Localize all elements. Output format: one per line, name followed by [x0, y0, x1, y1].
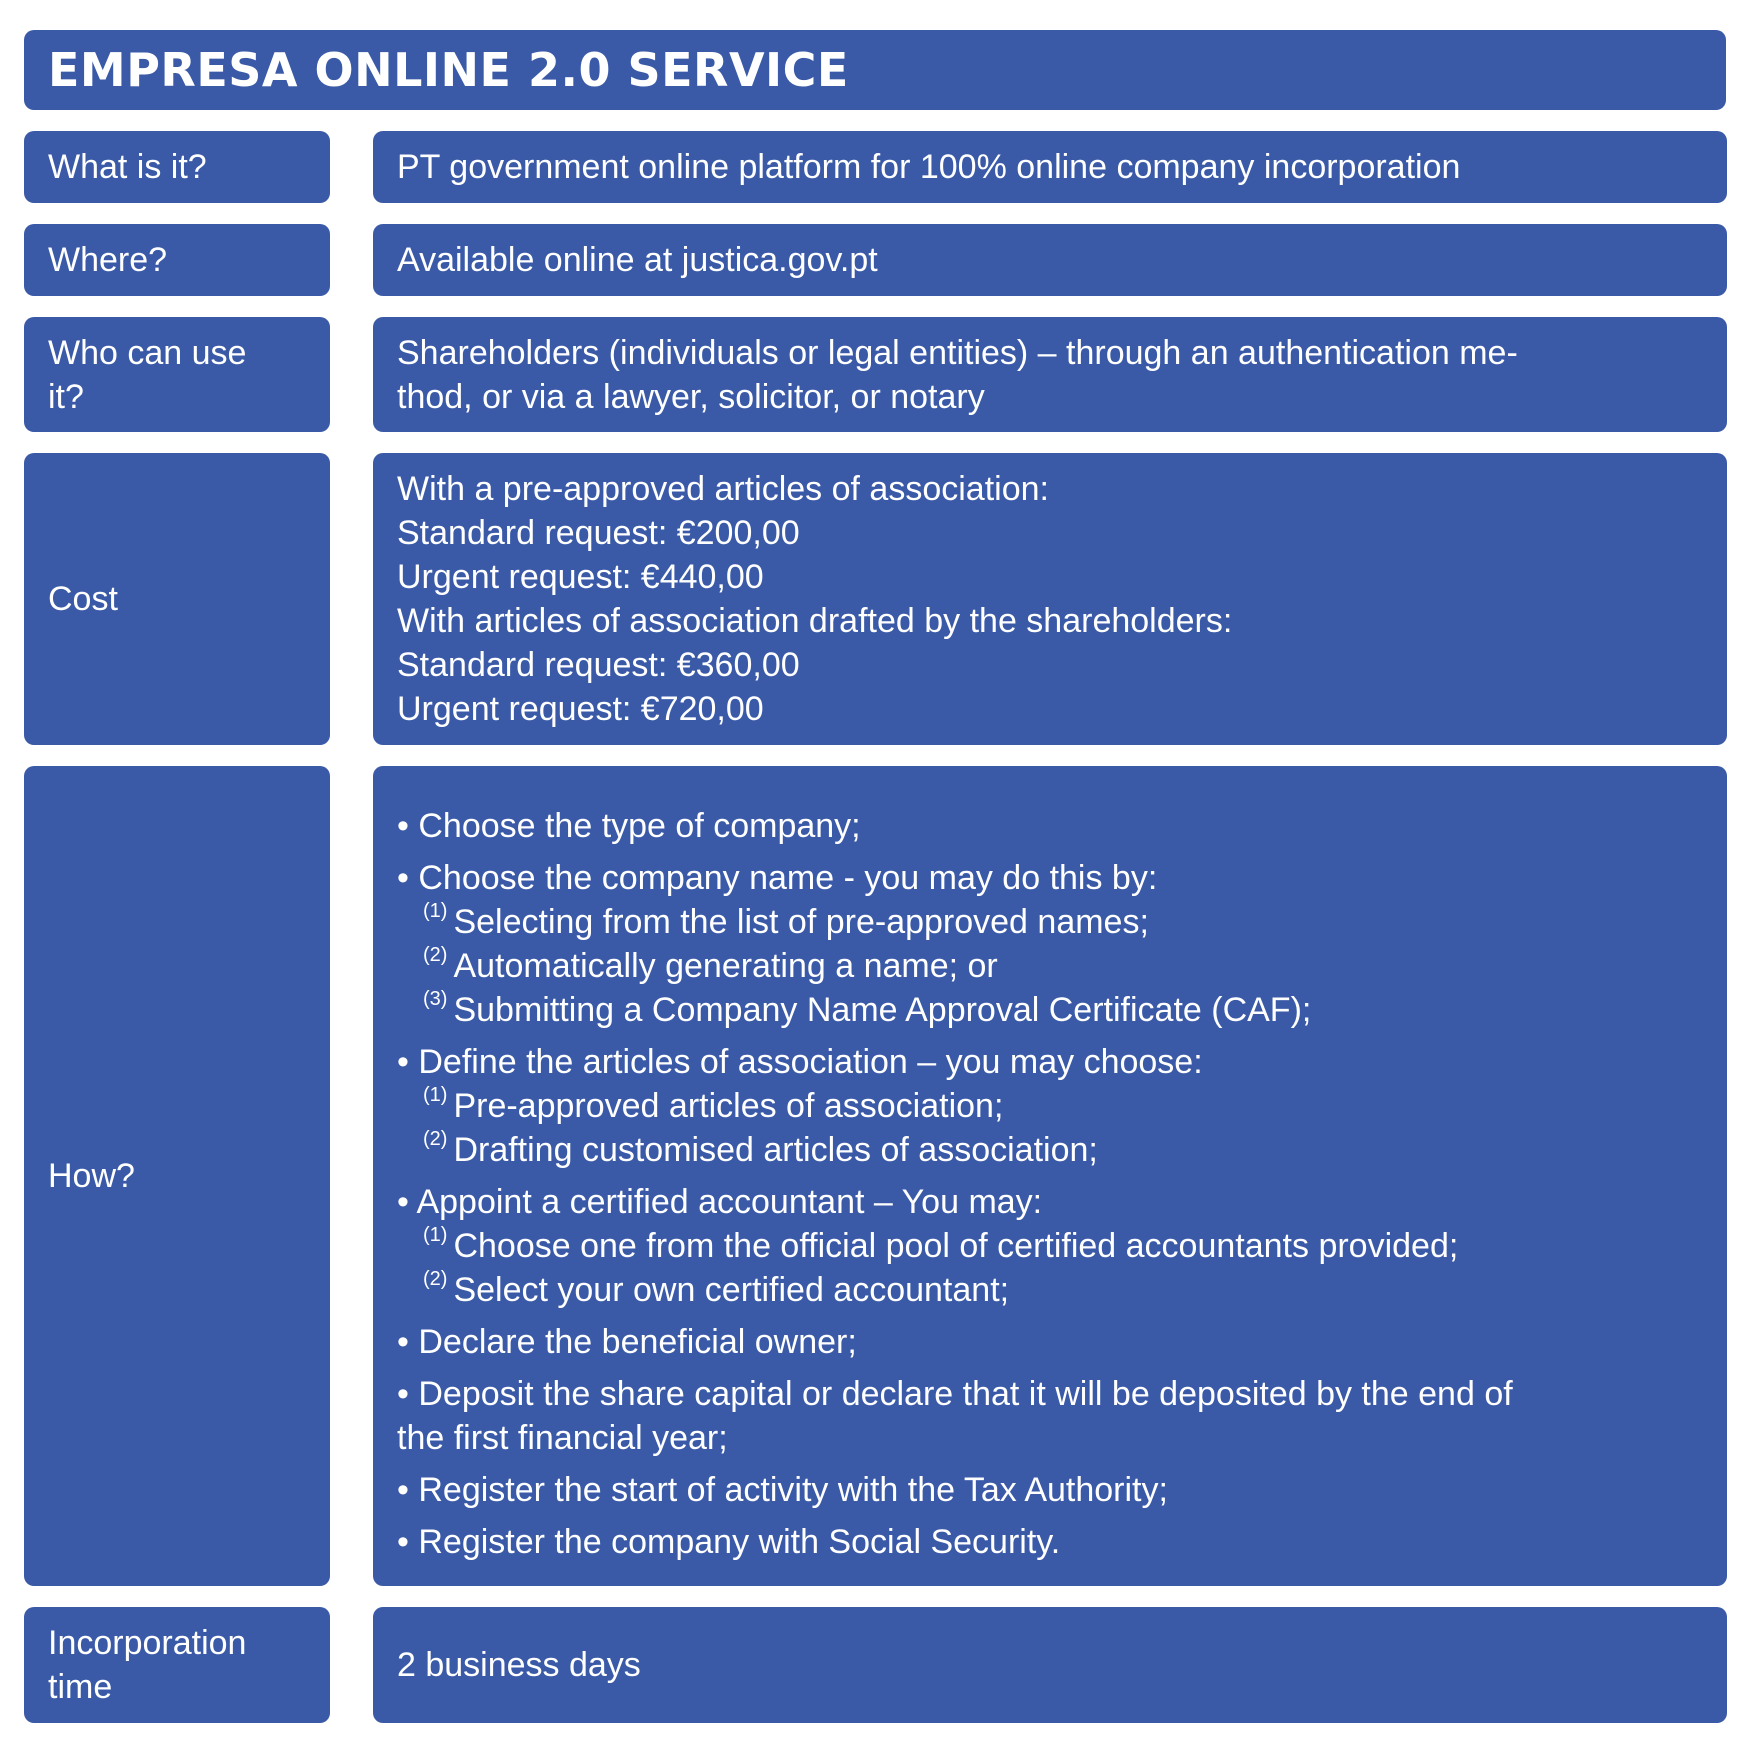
bullet-text: • Declare the beneficial owner; [397, 1323, 857, 1361]
cost-line: With articles of association drafted by the shareholders: [397, 602, 1233, 640]
sub-item [397, 944, 1705, 988]
list-item [397, 1040, 1705, 1172]
value-what-is-it [373, 131, 1727, 203]
label-text-line2: it? [48, 377, 84, 416]
bullet-text: • Choose the company name - you may do this by: [397, 859, 1158, 897]
label-where [24, 224, 330, 296]
list-item [397, 1180, 1705, 1312]
sub-number: (1) [423, 899, 448, 922]
list-item [397, 1320, 1705, 1364]
value-cost [373, 453, 1727, 745]
label-text: How? [48, 1157, 135, 1195]
label-text-line1: Incorporation [48, 1624, 247, 1662]
label-how [24, 766, 330, 1586]
sub-text: Pre-approved articles of association; [453, 1087, 1004, 1125]
how-steps-list [397, 788, 1705, 1564]
bullet-text: • Choose the type of company; [397, 807, 861, 845]
value-text-line2: thod, or via a lawyer, solicitor, or notary [397, 377, 985, 416]
sub-text: Choose one from the official pool of certified accountants provided; [453, 1227, 1459, 1265]
list-item [397, 1468, 1705, 1512]
cost-line: Standard request: €360,00 [397, 646, 800, 684]
sub-number: (1) [423, 1223, 448, 1246]
sub-number: (1) [423, 1083, 448, 1106]
list-item [397, 1372, 1705, 1460]
sub-item [397, 900, 1705, 944]
list-item [397, 804, 1705, 848]
sub-text: Select your own certified accountant; [453, 1271, 1010, 1309]
sub-item [397, 1128, 1705, 1172]
label-text-line1: Who can use [48, 333, 247, 372]
label-text: Cost [48, 580, 118, 618]
value-text: Available online at justica.gov.pt [397, 241, 878, 279]
bullet-text-line2: the first financial year; [397, 1419, 728, 1457]
cost-line: Standard request: €200,00 [397, 514, 800, 552]
sub-number: (2) [423, 943, 448, 966]
sub-text: Drafting customised articles of association; [453, 1131, 1098, 1169]
label-text: What is it? [48, 148, 207, 186]
sub-number: (3) [423, 987, 448, 1010]
value-incorporation-time [373, 1607, 1727, 1723]
bullet-text: • Appoint a certified accountant – You may: [397, 1183, 1043, 1221]
value-text: 2 business days [397, 1646, 641, 1684]
bullet-text: • Register the company with Social Security. [397, 1523, 1061, 1561]
sub-text: Submitting a Company Name Approval Certificate (CAF); [453, 991, 1312, 1029]
sub-text: Selecting from the list of pre-approved names; [453, 903, 1149, 941]
bullet-text: • Register the start of activity with the Tax Authority; [397, 1471, 1168, 1509]
title-bar [24, 30, 1726, 110]
sub-number: (2) [423, 1127, 448, 1150]
label-what-is-it [24, 131, 330, 203]
bullet-text: • Define the articles of association – you may choose: [397, 1043, 1203, 1081]
label-who-can-use [24, 317, 330, 432]
value-where [373, 224, 1727, 296]
value-how [373, 766, 1727, 1586]
list-item [397, 856, 1705, 1032]
value-text: PT government online platform for 100% online company incorporation [397, 148, 1461, 186]
sub-item [397, 1224, 1705, 1268]
sub-text: Automatically generating a name; or [453, 947, 998, 985]
list-item [397, 1520, 1705, 1564]
bullet-text-line1: • Deposit the share capital or declare that it will be deposited by the end of [397, 1375, 1513, 1413]
value-who-can-use [373, 317, 1727, 432]
sub-item [397, 988, 1705, 1032]
cost-line: With a pre-approved articles of association: [397, 470, 1049, 508]
cost-line: Urgent request: €720,00 [397, 690, 764, 728]
sub-number: (2) [423, 1267, 448, 1290]
value-text-line1: Shareholders (individuals or legal entities) – through an authentication me- [397, 333, 1518, 372]
label-text-line2: time [48, 1668, 113, 1706]
label-text: Where? [48, 241, 168, 279]
label-cost [24, 453, 330, 745]
sub-item [397, 1268, 1705, 1312]
cost-line: Urgent request: €440,00 [397, 558, 764, 596]
label-incorporation-time [24, 1607, 330, 1723]
page-title: EMPRESA ONLINE 2.0 SERVICE [48, 43, 849, 97]
sub-item [397, 1084, 1705, 1128]
